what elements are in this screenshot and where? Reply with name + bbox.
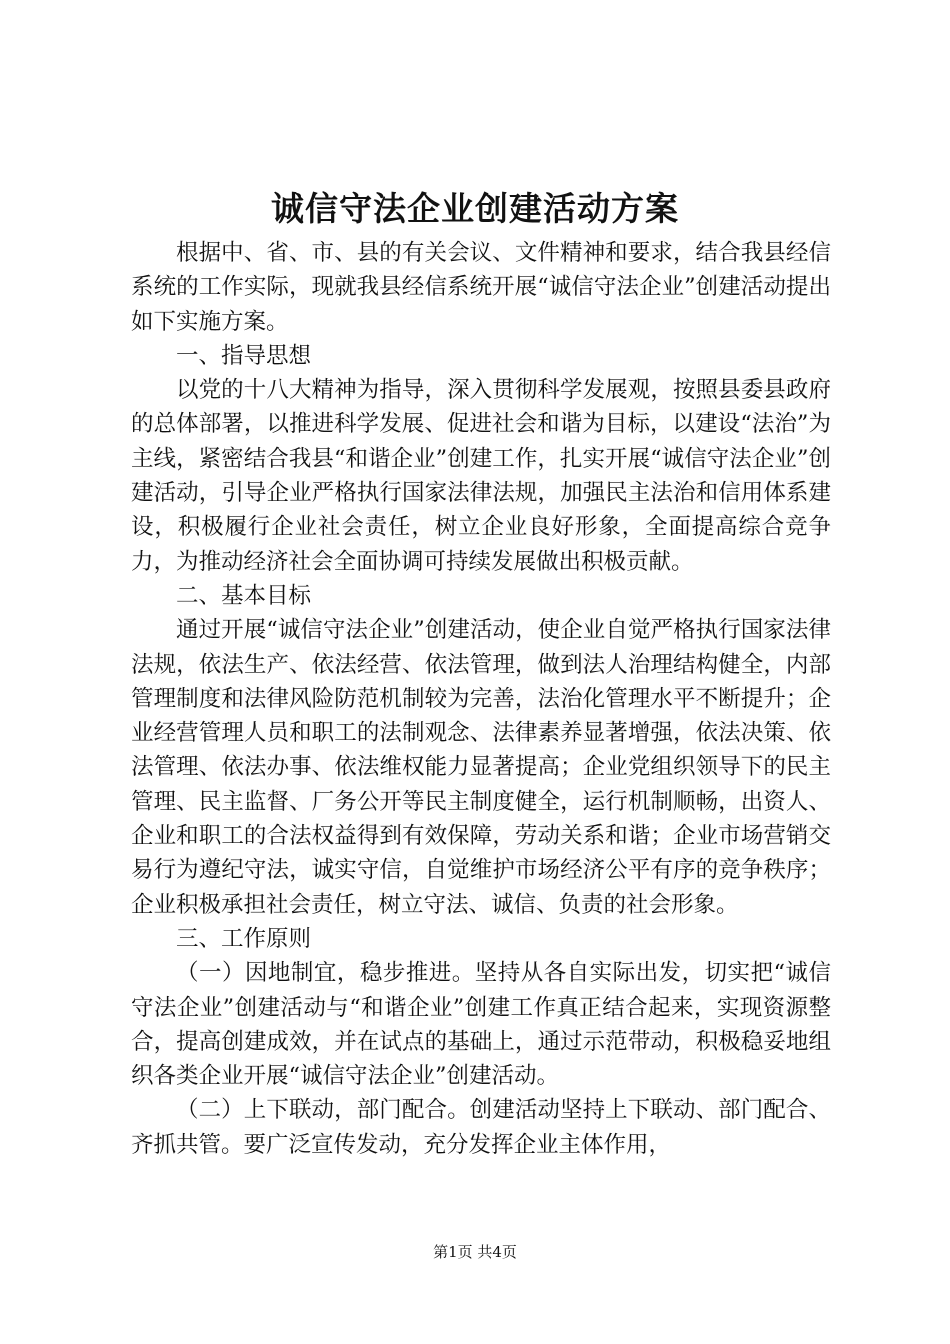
paragraph-guiding-ideology: 以党的十八大精神为指导，深入贯彻科学发展观，按照县委县政府的总体部署，以推进科学发展、促进社会和谐为目标，以建设“法治”为主线，紧密结合我县“和谐企业”创建工作，扎实开展“诚信守法企业”创建活动，引导企业严格执行国家法律法规，加强民主法治和信用体系建设，积极履行企业社会责任，树立企业良好形象，全面提高综合竞争力，为推动经济社会全面协调可持续发展做出积极贡献。 [131,377,831,575]
page-footer: 第1页 共4页 [433,1243,517,1261]
paragraph-basic-goals: 通过开展“诚信守法企业”创建活动，使企业自觉严格执行国家法律法规，依法生产、依法经营、依法管理，做到法人治理结构健全，内部管理制度和法律风险防范机制较为完善，法治化管理水平不断提升；企业经营管理人员和职工的法制观念、法律素养显著增强，依法决策、依法管理、依法办事、依法维权能力显著提高；企业党组织领导下的民主管理、民主监督、厂务公开等民主制度健全，运行机制顺畅，出资人、企业和职工的合法权益得到有效保障，劳动关系和谐；企业市场营销交易行为遵纪守法，诚实守信，自觉维护市场经济公平有序的竞争秩序；企业积极承担社会责任，树立守法、诚信、负责的社会形象。 [131,617,831,918]
section-heading-basic-goals: 二、基本目标 [176,582,312,609]
paragraph-intro: 根据中、省、市、县的有关会议、文件精神和要求，结合我县经信系统的工作实际，现就我县经信系统开展“诚信守法企业”创建活动提出如下实施方案。 [131,240,831,335]
section-heading-guiding-ideology: 一、指导思想 [176,342,312,369]
paragraph-principle-1: （一）因地制宜，稳步推进。坚持从各自实际出发，切实把“诚信守法企业”创建活动与“和谐企业”创建工作真正结合起来，实现资源整合，提高创建成效，并在试点的基础上，通过示范带动，积极稳妥地组织各类企业开展“诚信守法企业”创建活动。 [131,960,831,1090]
document-title: 诚信守法企业创建活动方案 [271,189,679,228]
paragraph-principle-2: （二）上下联动，部门配合。创建活动坚持上下联动、部门配合、齐抓共管。要广泛宣传发动，充分发挥企业主体作用， [131,1097,831,1158]
section-heading-work-principles: 三、工作原则 [176,925,312,952]
document-body [131,236,831,1162]
